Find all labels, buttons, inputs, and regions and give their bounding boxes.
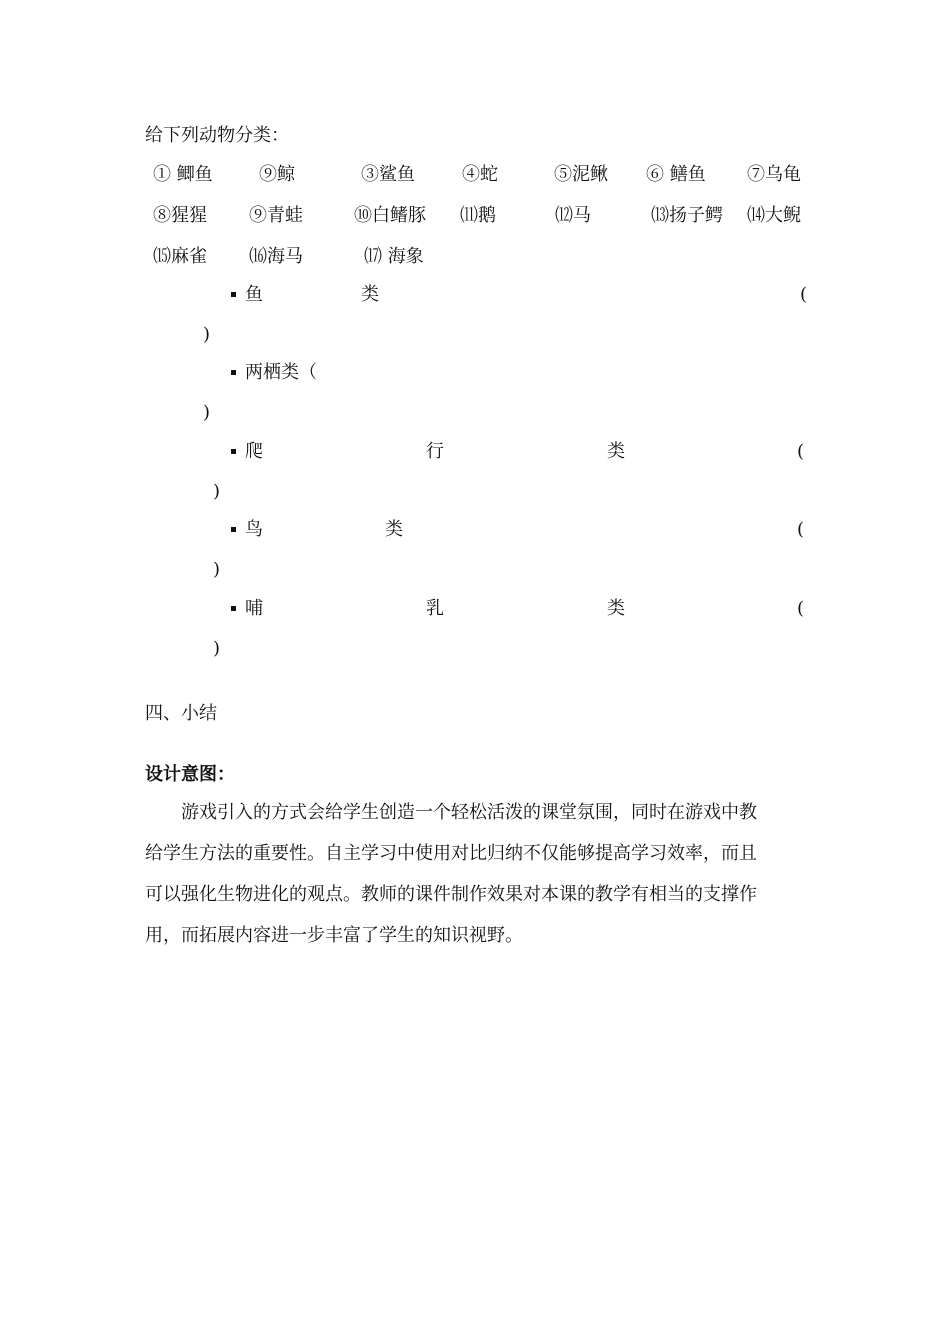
animal-item: ⑤泥鳅 bbox=[554, 164, 608, 185]
animal-item: ③鲨鱼 bbox=[361, 164, 415, 185]
animal-item: ① 鲫鱼 bbox=[153, 164, 213, 185]
category-label: 鱼 bbox=[245, 284, 263, 305]
bullet-icon bbox=[231, 527, 236, 532]
paragraph-line: 用，而拓展内容进一步丰富了学生的知识视野。 bbox=[145, 925, 523, 946]
close-paren: ) bbox=[203, 324, 211, 345]
open-paren: ( bbox=[800, 284, 808, 305]
paragraph-line: 可以强化生物进化的观点。教师的课件制作效果对本课的教学有相当的支撑作 bbox=[145, 884, 757, 905]
close-paren: ) bbox=[213, 638, 221, 659]
bullet-icon bbox=[231, 292, 236, 297]
category-label: 类 bbox=[361, 284, 379, 305]
close-paren: ) bbox=[213, 559, 221, 580]
animal-item: ⑨鲸 bbox=[259, 164, 295, 185]
category-label: 哺 bbox=[245, 598, 263, 619]
open-paren: ( bbox=[797, 598, 805, 619]
animal-item: ⒁大鲵 bbox=[747, 205, 801, 226]
open-paren: ( bbox=[797, 441, 805, 462]
animal-item: ⑿马 bbox=[555, 205, 591, 226]
category-label: 行 bbox=[426, 441, 444, 462]
bullet-icon bbox=[231, 449, 236, 454]
bullet-icon bbox=[231, 606, 236, 611]
category-label: 爬 bbox=[245, 441, 263, 462]
design-heading: 设计意图： bbox=[145, 764, 235, 785]
category-label: 类 bbox=[607, 598, 625, 619]
exercise-title: 给下列动物分类： bbox=[145, 125, 289, 146]
bullet-icon bbox=[231, 370, 236, 375]
animal-item: ⑾鹅 bbox=[460, 205, 496, 226]
animal-item: ⒃海马 bbox=[249, 246, 303, 267]
animal-item: ⑦乌龟 bbox=[747, 164, 801, 185]
close-paren: ) bbox=[203, 402, 211, 423]
category-label: 乳 bbox=[426, 598, 444, 619]
category-label: 类 bbox=[385, 519, 403, 540]
animal-item: ⒀扬子鳄 bbox=[651, 205, 723, 226]
animal-item: ⑨青蛙 bbox=[249, 205, 303, 226]
category-label: 鸟 bbox=[245, 519, 263, 540]
section-heading: 四、小结 bbox=[145, 703, 217, 724]
animal-item: ⒂麻雀 bbox=[153, 246, 207, 267]
design-paragraph bbox=[145, 792, 810, 956]
paragraph-line: 给学生方法的重要性。自主学习中使用对比归纳不仅能够提高学习效率，而且 bbox=[145, 843, 757, 864]
category-label: 类 bbox=[607, 441, 625, 462]
animal-item: ⑧猩猩 bbox=[153, 205, 207, 226]
category-label: 两栖类（ bbox=[245, 362, 317, 383]
paragraph-line: 游戏引入的方式会给学生创造一个轻松活泼的课堂氛围，同时在游戏中教 bbox=[181, 802, 757, 823]
animal-item: ④蛇 bbox=[462, 164, 498, 185]
animal-item: ⒄ 海象 bbox=[364, 246, 424, 267]
open-paren: ( bbox=[797, 519, 805, 540]
animal-item: ⑥ 鳝鱼 bbox=[646, 164, 706, 185]
animal-item: ⑩白鳍豚 bbox=[354, 205, 426, 226]
close-paren: ) bbox=[213, 481, 221, 502]
